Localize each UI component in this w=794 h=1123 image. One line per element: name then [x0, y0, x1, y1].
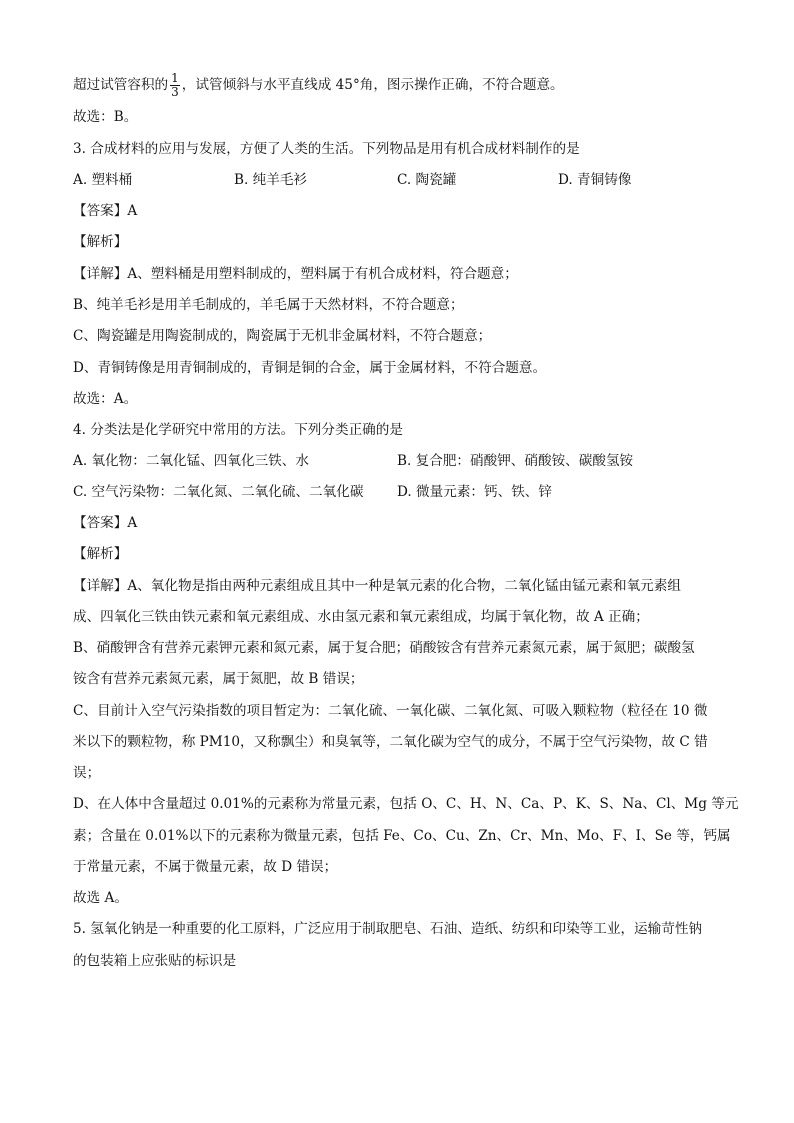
q4-option-b: B. 复合肥：硝酸钾、硝酸铵、碳酸氢铵	[397, 453, 634, 469]
q4-analysis-heading: 【解析】	[73, 546, 128, 562]
fraction-numerator: 1	[171, 71, 179, 85]
q3-detail-line: 【详解】A、塑料桶是用塑料制成的，塑料属于有机合成材料，符合题意；	[73, 266, 518, 282]
q4-choice: 故选 A。	[73, 890, 128, 906]
q4-detail-line: D、在人体中含量超过 0.01%的元素称为常量元素，包括 O、C、H、N、Ca、P、K、S、Na、Cl、Mg 等元	[73, 796, 739, 812]
q4-stem: 4. 分类法是化学研究中常用的方法。下列分类正确的是	[73, 422, 403, 438]
fraction	[170, 72, 180, 99]
q4-detail-line: 铵含有营养元素氮元素，属于氮肥，故 B 错误；	[73, 671, 364, 687]
q3-detail-line: D、青铜铸像是用青铜制成的，青铜是铜的合金，属于金属材料，不符合题意。	[73, 360, 547, 376]
q5-stem-line: 的包装箱上应张贴的标识是	[73, 953, 237, 969]
text-fragment: ，试管倾斜与水平直线成 45°角，图示操作正确，不符合题意。	[181, 77, 564, 93]
q3-choice: 故选：A。	[73, 391, 138, 407]
q3-option-c: C. 陶瓷罐	[397, 172, 457, 188]
q3-option-a: A. 塑料桶	[73, 172, 133, 188]
q3-detail-line: B、纯羊毛衫是用羊毛制成的，羊毛属于天然材料，不符合题意；	[73, 297, 464, 313]
q3-stem: 3. 合成材料的应用与发展，方便了人类的生活。下列物品是用有机合成材料制作的是	[73, 141, 580, 157]
q3-option-d: D. 青铜铸像	[558, 172, 632, 188]
q3-answer: 【答案】A	[73, 203, 138, 219]
q4-option-d: D. 微量元素：钙、铁、锌	[397, 484, 552, 500]
text-fragment: 超过试管容积的	[73, 77, 169, 93]
q4-detail-line: 米以下的颗粒物，称 PM10，又称飘尘）和臭氧等，二氧化碳为空气的成分，不属于空气污染物，故 C 错	[73, 734, 708, 750]
q4-option-c: C. 空气污染物：二氧化氮、二氧化硫、二氧化碳	[73, 484, 364, 500]
q4-answer: 【答案】A	[73, 515, 138, 531]
q3-analysis-heading: 【解析】	[73, 234, 128, 250]
q5-stem-line: 5. 氢氧化钠是一种重要的化工原料，广泛应用于制取肥皂、石油、造纸、纺织和印染等工业，运输苛性钠	[73, 921, 703, 937]
prev-explanation-line	[73, 72, 564, 99]
q4-detail-line: C、目前计入空气污染指数的项目暂定为：二氧化硫、一氧化碳、二氧化氮、可吸入颗粒物（粒径在 10 微	[73, 703, 708, 719]
q4-detail-line: 成、四氧化三铁由铁元素和氧元素组成、水由氢元素和氧元素组成，均属于氧化物，故 A 正确；	[73, 609, 649, 625]
prev-choice: 故选：B。	[73, 109, 138, 125]
q3-option-b: B. 纯羊毛衫	[234, 172, 308, 188]
q3-detail-line: C、陶瓷罐是用陶瓷制成的，陶瓷属于无机非金属材料，不符合题意；	[73, 328, 492, 344]
q4-detail-line: 【详解】A、氧化物是指由两种元素组成且其中一种是氧元素的化合物，二氧化锰由锰元素和氧元素组	[73, 578, 681, 594]
q4-detail-line: 于常量元素，不属于微量元素，故 D 错误；	[73, 859, 338, 875]
q4-detail-line: 误；	[73, 765, 101, 781]
fraction-denominator: 3	[171, 85, 179, 99]
q4-detail-line: 素；含量在 0.01%以下的元素称为微量元素，包括 Fe、Co、Cu、Zn、Cr、Mn、Mo、F、I、Se 等，钙属	[73, 828, 731, 844]
q4-option-a: A. 氧化物：二氧化锰、四氧化三铁、水	[73, 453, 309, 469]
q4-detail-line: B、硝酸钾含有营养元素钾元素和氮元素，属于复合肥；硝酸铵含有营养元素氮元素，属于氮肥；碳酸氢	[73, 640, 695, 656]
